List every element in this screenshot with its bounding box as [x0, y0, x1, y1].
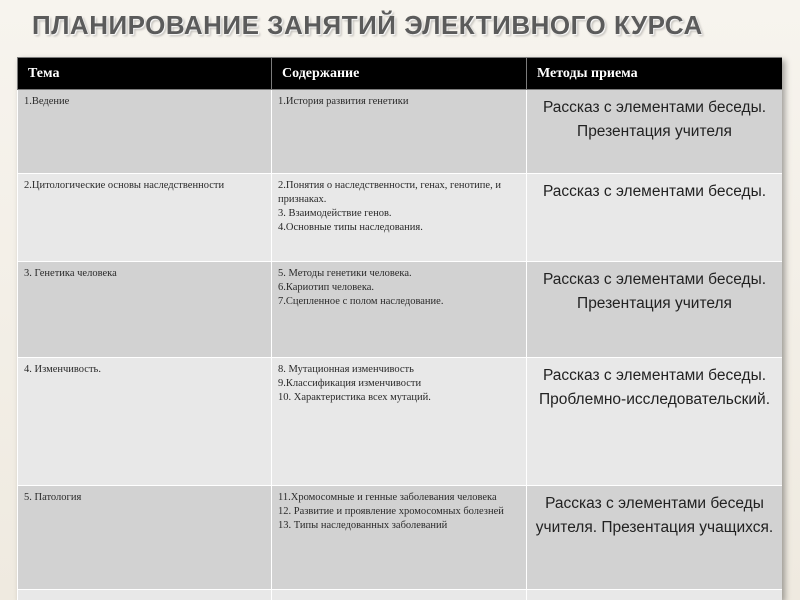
topic-cell: 2.Цитологические основы наследственности — [18, 174, 272, 262]
header-content: Содержание — [272, 58, 527, 90]
content-line: 1.История развития генетики — [278, 96, 409, 107]
table-row — [18, 358, 783, 486]
header-topic: Тема — [18, 58, 272, 90]
topic-cell: 5. Патология — [18, 486, 272, 590]
method-cell: Рассказ с элементами беседы. Презентация учителя — [527, 262, 783, 358]
content-line: 4.Основные типы наследования. — [278, 222, 423, 233]
content-line: 10. Характеристика всех мутаций. — [278, 392, 431, 403]
method-cell: Рассказ с элементами беседы. Проблемно-исследовательский. — [527, 358, 783, 486]
content-line: 2.Понятия о наследственности, генах, генотипе, и признаках. — [278, 180, 501, 205]
content-cell — [272, 262, 527, 358]
content-cell — [272, 486, 527, 590]
course-plan-table — [17, 57, 782, 600]
method-cell: Рассказ с элементами беседы. — [527, 174, 783, 262]
topic-cell: 3. Генетика человека — [18, 262, 272, 358]
content-cell — [272, 90, 527, 174]
topic-cell: 4. Изменчивость. — [18, 358, 272, 486]
table-row — [18, 174, 783, 262]
topic-cell: 1.Ведение — [18, 90, 272, 174]
content-line: 5. Методы генетики человека. — [278, 268, 412, 279]
method-cell: Рассказ с элементами беседы. Презентация учителя — [527, 90, 783, 174]
content-cell — [272, 590, 527, 600]
content-line: 8. Мутационная изменчивость — [278, 364, 414, 375]
content-line: 12. Развитие и проявление хромосомных болезней — [278, 506, 504, 517]
header-methods: Методы приема — [527, 58, 783, 90]
slide-title: ПЛАНИРОВАНИЕ ЗАНЯТИЙ ЭЛЕКТИВНОГО КУРСА — [32, 10, 703, 40]
content-line: 13. Типы наследованных заболеваний — [278, 520, 448, 531]
content-line: 7.Сцепленное с полом наследование. — [278, 296, 444, 307]
table-header-row — [18, 58, 783, 90]
content-cell — [272, 358, 527, 486]
table-row — [18, 262, 783, 358]
content-line: 9.Классификация изменчивости — [278, 378, 422, 389]
topic-cell — [18, 590, 272, 600]
table-row — [18, 486, 783, 590]
method-cell — [527, 590, 783, 600]
table-row — [18, 90, 783, 174]
content-line: 6.Кариотип человека. — [278, 282, 375, 293]
content-cell — [272, 174, 527, 262]
content-line: 11.Хромосомные и генные заболевания человека — [278, 492, 497, 503]
table-row-partial — [18, 590, 783, 600]
method-cell: Рассказ с элементами беседы учителя. Презентация учащихся. — [527, 486, 783, 590]
content-line: 3. Взаимодействие генов. — [278, 208, 392, 219]
